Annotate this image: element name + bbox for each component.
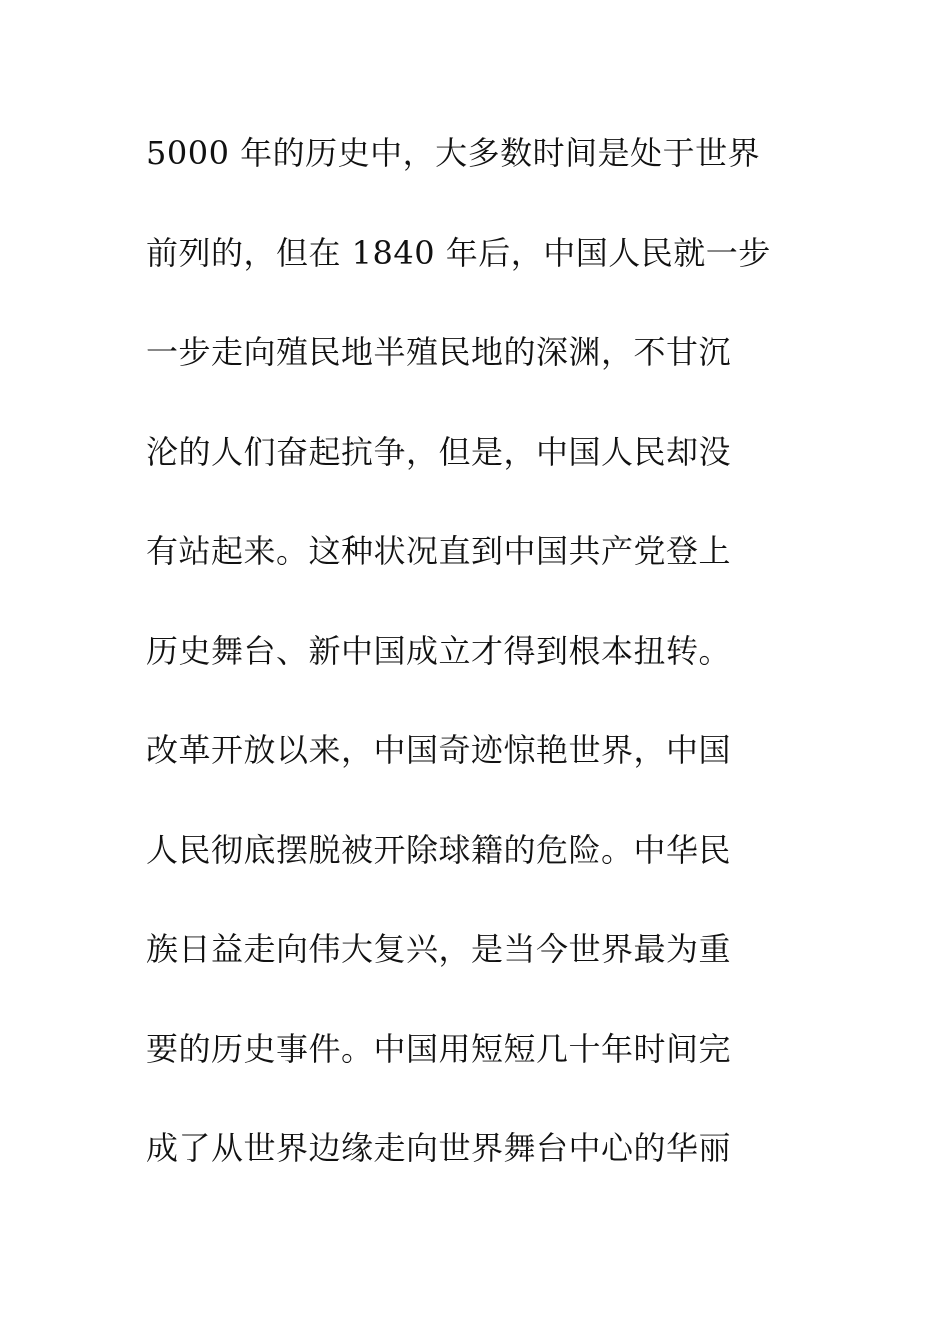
text-line: 改革开放以来，中国奇迹惊艳世界，中国: [146, 731, 732, 769]
body-paragraph: [146, 128, 806, 1223]
text-line: 族日益走向伟大复兴，是当今世界最为重: [146, 930, 732, 968]
text-line: 要的历史事件。中国用短短几十年时间完: [146, 1029, 732, 1068]
text-line: 一步走向殖民地半殖民地的深渊，不甘沉: [146, 333, 732, 371]
text-line: 5000 年的历史中，大多数时间是处于世界: [146, 134, 761, 172]
text-line: 成了从世界边缘走向世界舞台中心的华丽: [146, 1129, 732, 1167]
text-line: 历史舞台、新中国成立才得到根本扭转。: [146, 631, 732, 670]
text-line: 沦的人们奋起抗争，但是，中国人民却没: [146, 432, 732, 471]
text-line: 前列的，但在 1840 年后，中国人民就一步: [146, 233, 771, 272]
text-line: 有站起来。这种状况直到中国共产党登上: [146, 532, 732, 570]
text-line: 人民彻底摆脱被开除球籍的危险。中华民: [146, 830, 732, 869]
